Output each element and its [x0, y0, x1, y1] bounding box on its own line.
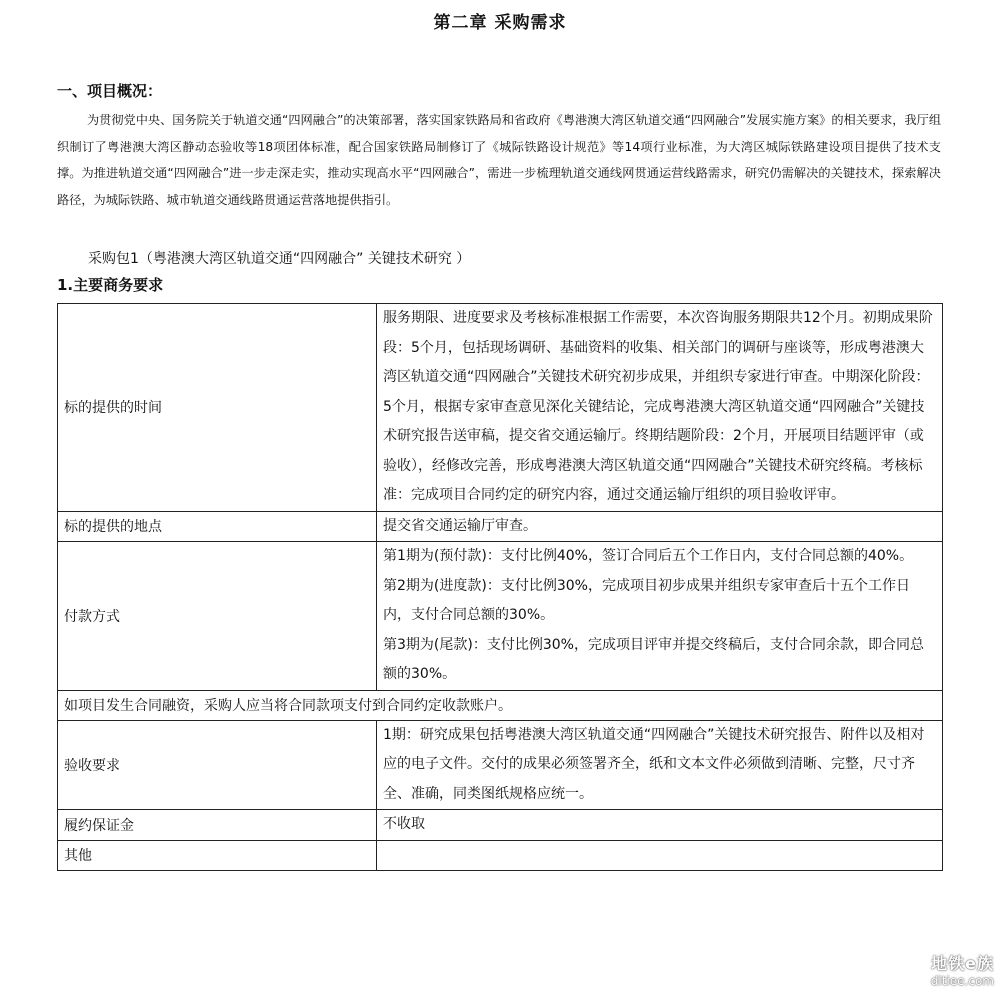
watermark-cn: 地铁e族	[931, 954, 994, 973]
table-row-acceptance	[58, 720, 943, 810]
payment-term-3: 第3期为(尾款)：支付比例30%，完成项目评审并提交终稿后，支付合同余款，即合同总额的30%。	[383, 636, 924, 682]
other-value	[377, 840, 943, 870]
section-heading-overview: 一、项目概况：	[57, 82, 163, 100]
package-title: 采购包1（粤港澳大湾区轨道交通“四网融合” 关键技术研究 ）	[88, 251, 471, 267]
table-row-performance-bond	[58, 810, 943, 841]
delivery-time-value: 服务期限、进度要求及考核标准根据工作需要，本次咨询服务期限共12个月。初期成果阶段：5个月，包括现场调研、基础资料的收集、相关部门的调研与座谈等，形成粤港澳大湾区轨道交通“四网融合”关键技术研究初步成果，并组织专家进行审查。中期深化阶段：5个月，根据专家审查意见深化关键结论，完成粤港澳大湾区轨道交通“四网融合”关键技术研究报告送审稿，提交省交通运输厅。终期结题阶段：2个月，开展项目结题评审（或验收），经修改完善，形成粤港澳大湾区轨道交通“四网融合”关键技术研究终稿。考核标准：完成项目合同约定的研究内容，通过交通运输厅组织的项目验收评审。	[377, 304, 943, 512]
performance-bond-label: 履约保证金	[58, 810, 377, 841]
business-requirements-table	[57, 303, 943, 871]
payment-label: 付款方式	[58, 542, 377, 691]
performance-bond-value: 不收取	[377, 810, 943, 841]
payment-term-2: 第2期为(进度款)：支付比例30%，完成项目初步成果并组织专家审查后十五个工作日内，支付合同总额的30%。	[383, 577, 910, 623]
intro-paragraph: 为贯彻党中央、国务院关于轨道交通“四网融合”的决策部署，落实国家铁路局和省政府《粤港澳大湾区轨道交通“四网融合”发展实施方案》的相关要求，我厅组织制订了粤港澳大湾区静动态验收等18项团体标准，配合国家铁路局制修订了《城际铁路设计规范》等14项行业标准，为大湾区城际铁路建设项目提供了技术支撑。为推进轨道交通“四网融合”进一步走深走实，推动实现高水平“四网融合”，需进一步梳理轨道交通线网贯通运营线路需求，研究仍需解决的关键技术，探索解决路径，为城际铁路、城市轨道交通线路贯通运营落地提供指引。	[57, 113, 942, 207]
table-row-payment	[58, 542, 943, 691]
other-label: 其他	[58, 840, 377, 870]
table-row-financing	[58, 690, 943, 720]
table-row-other	[58, 840, 943, 870]
table-row-delivery-time	[58, 304, 943, 512]
business-requirements-heading: 1.主要商务要求	[57, 276, 164, 294]
delivery-location-label: 标的提供的地点	[58, 511, 377, 542]
acceptance-value: 1期：研究成果包括粤港澳大湾区轨道交通“四网融合”关键技术研究报告、附件以及相对应的电子文件。交付的成果必须签署齐全，纸和文本文件必须做到清晰、完整，尺寸齐全、准确，同类图纸规格应统一。	[377, 720, 943, 810]
delivery-time-label: 标的提供的时间	[58, 304, 377, 512]
watermark-en: ditiee.com	[930, 974, 994, 988]
site-watermark	[931, 951, 994, 988]
financing-note: 如项目发生合同融资，采购人应当将合同款项支付到合同约定收款账户。	[58, 690, 943, 720]
table-row-delivery-location	[58, 511, 943, 542]
delivery-location-value: 提交省交通运输厅审查。	[377, 511, 943, 542]
payment-term-1: 第1期为(预付款)：支付比例40%，签订合同后五个工作日内，支付合同总额的40%。	[383, 548, 914, 564]
chapter-title: 第二章 采购需求	[433, 13, 567, 33]
acceptance-label: 验收要求	[58, 720, 377, 810]
payment-value	[377, 542, 943, 691]
